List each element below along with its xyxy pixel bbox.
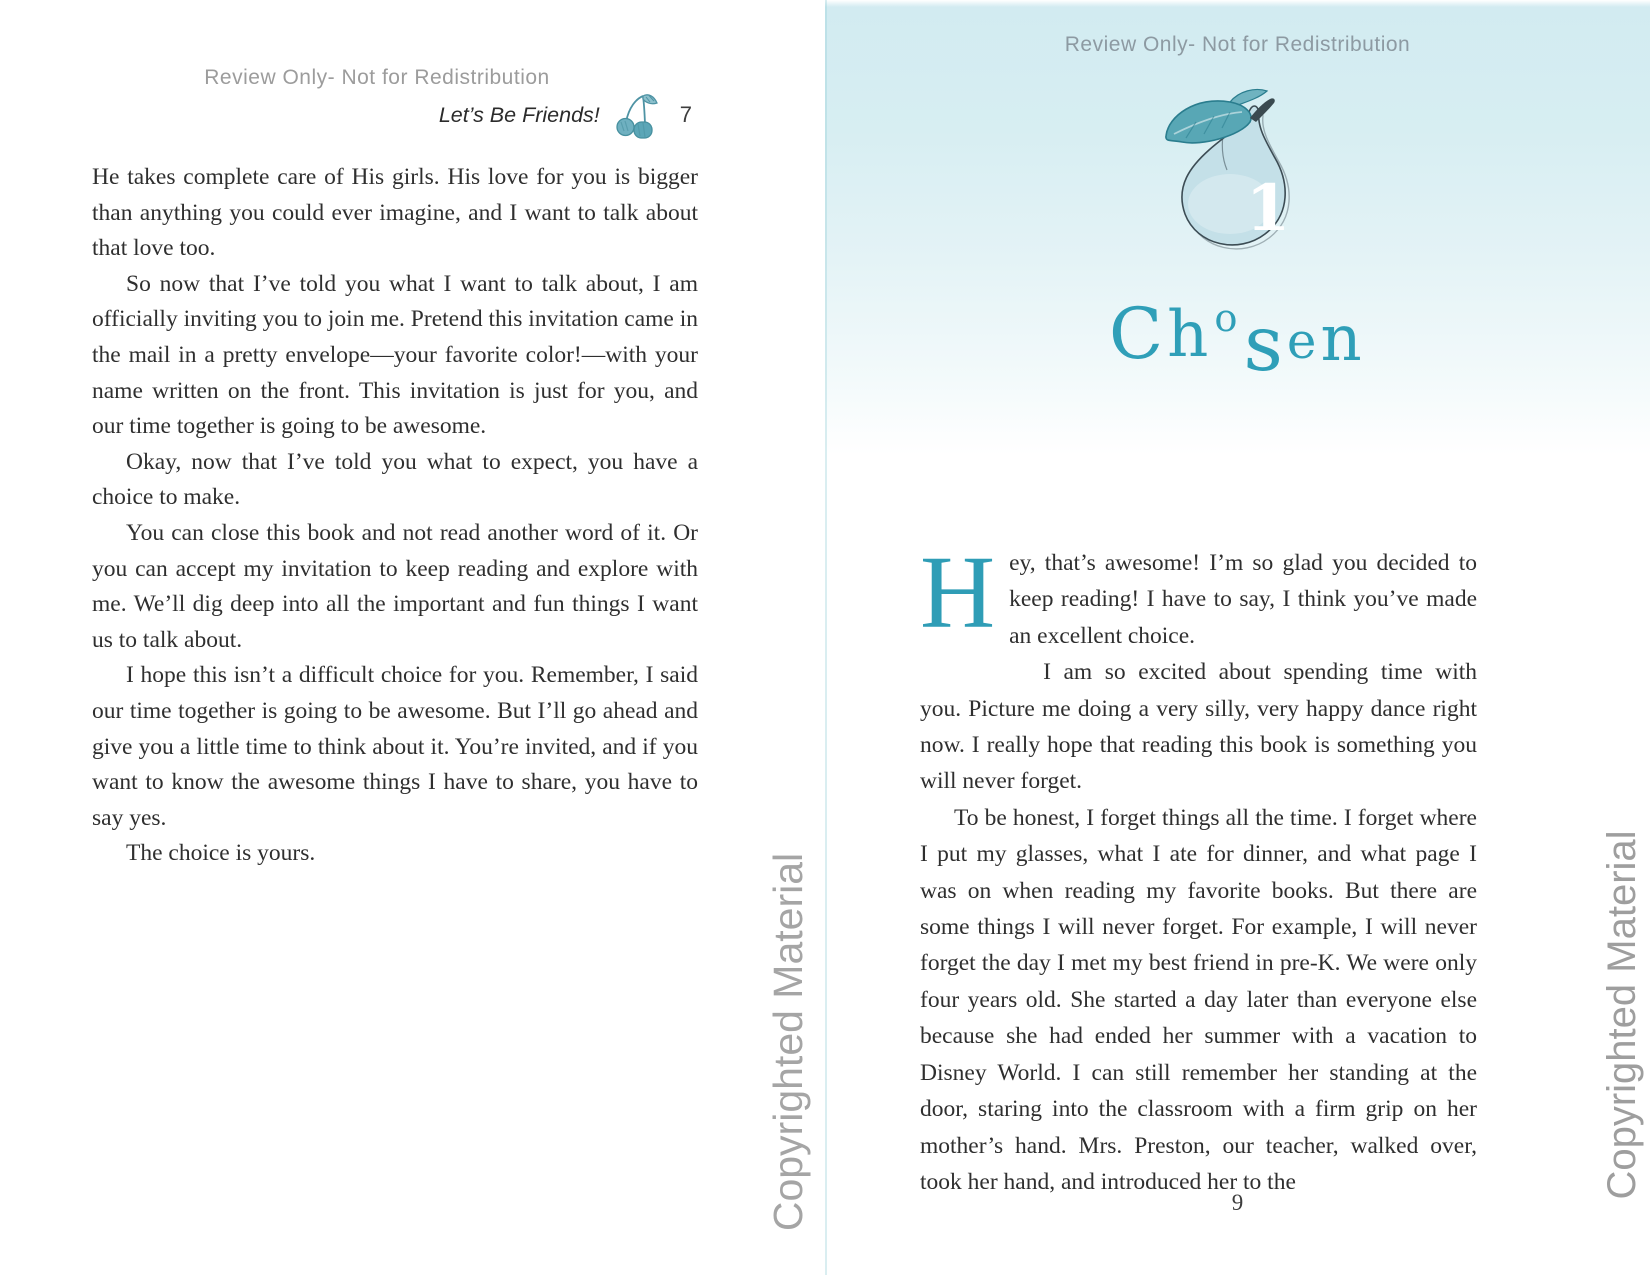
right-body-text bbox=[920, 535, 1477, 1200]
drop-cap: H bbox=[920, 535, 996, 650]
paragraph: He takes complete care of His girls. His love for you is bigger than anything you could ever imagine, and I want to talk about that love too. bbox=[92, 164, 698, 262]
opening-paragraph bbox=[920, 535, 1477, 654]
pear-icon bbox=[1138, 72, 1338, 264]
cherries-icon bbox=[616, 91, 660, 139]
running-head-title: Let’s Be Friends! bbox=[438, 102, 600, 127]
right-paragraph-list bbox=[920, 654, 1477, 1200]
chapter-number: 1 bbox=[1245, 171, 1291, 246]
copyright-watermark: Copyrighted Material bbox=[1600, 830, 1644, 1200]
paragraph: So now that I’ve told you what I want to talk about, I am officially inviting you to join me. Pretend this invitation came in the mail in a pretty envelope—your favorite color!—with your name written on the front. This invitation is just for you, and our time together is going to be awesome. bbox=[92, 270, 698, 440]
paragraph: To be honest, I forget things all the time. I forget where I put my glasses, what I ate for dinner, and what page I was on when reading my favorite books. But there are some things I will never forget. For example, I will never forget the day I met my best friend in pre-K. We were only four years old. She started a day later than everyone else because she had ended her summer with a vacation to Disney World. I can still remember her standing at the door, staring into the classroom with a firm grip on her mother’s hand. Mrs. Preston, our teacher, walked over, took her hand, and introduced her to the bbox=[920, 804, 1477, 1195]
paragraph: I hope this isn’t a difficult choice for you. Remember, I said our time together is going to be awesome. But I’ll go ahead and give you a little time to think about it. You’re invited, and if you want to know the awesome things I have to share, you have to say yes. bbox=[92, 662, 698, 831]
page-number: 7 bbox=[679, 102, 692, 127]
running-head bbox=[92, 92, 692, 138]
copyright-watermark: Copyrighted Material bbox=[765, 852, 811, 1232]
chapter-title: Chosen bbox=[1107, 292, 1366, 390]
paragraph: The choice is yours. bbox=[126, 840, 316, 867]
review-notice: Review Only- Not for Redistribution bbox=[204, 66, 550, 89]
review-notice: Review Only- Not for Redistribution bbox=[1064, 33, 1411, 56]
paragraph: Okay, now that I’ve told you what to expect, you have a choice to make. bbox=[92, 448, 698, 511]
paragraph: I am so excited about spending time with you. Picture me doing a very silly, very happy dance right now. I really hope that reading this book is something you will never forget. bbox=[920, 659, 1477, 795]
left-body-text bbox=[92, 160, 698, 872]
paragraph: You can close this book and not read another word of it. Or you can accept my invitation to keep reading and explore with me. We’ll dig deep into all the important and fun things I want us to talk about. bbox=[92, 519, 698, 653]
page-number: 9 bbox=[1231, 1190, 1244, 1215]
opening-paragraph-text: ey, that’s awesome! I’m so glad you decided to keep reading! I have to say, I think you’ve made an excellent choice. bbox=[1009, 550, 1477, 649]
right-page bbox=[825, 0, 1650, 1275]
